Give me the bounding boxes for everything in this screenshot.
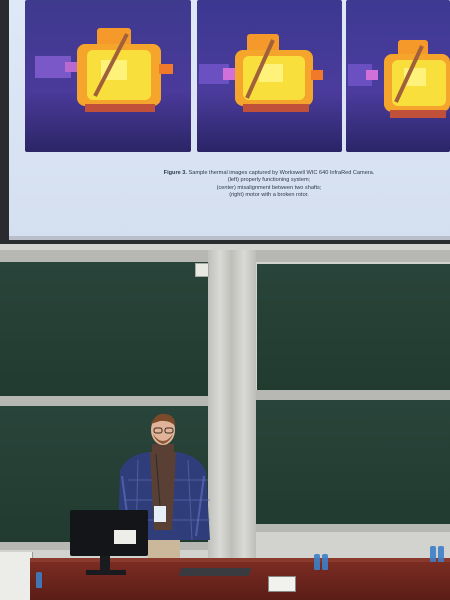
chalkboard-bottom-right [256, 400, 450, 524]
monitor-sticker [114, 530, 136, 544]
projection-screen [9, 0, 450, 238]
board-divider-right [232, 250, 256, 570]
wall-socket [195, 263, 209, 277]
chalk-rail-right-bottom [252, 524, 450, 532]
caption-title-line [99, 170, 439, 177]
chalkboard-top-left [0, 262, 208, 396]
chalkboard-top-right [257, 264, 450, 390]
laptop [179, 568, 252, 576]
nameplate [268, 576, 296, 592]
water-bottle [36, 572, 42, 588]
chalk-rail-right [252, 390, 450, 400]
caption-line-right: (right) motor with a broken rotor. [229, 192, 309, 199]
caption-line-center: (center) misalignment between two shafts; [216, 184, 322, 191]
water-bottle [314, 554, 320, 570]
monitor-base [86, 570, 126, 575]
thermal-image-left [25, 0, 191, 152]
chalk-rail-left [0, 396, 210, 406]
thermal-image-center [197, 0, 342, 152]
monitor [70, 510, 148, 556]
water-bottle [438, 546, 444, 562]
caption-line-left: (left) properly functioning system; [227, 177, 311, 184]
screen-bottom-edge [9, 236, 450, 240]
water-bottle [322, 554, 328, 570]
caption-title: Sample thermal images captured by Workswell WIC 640 InfraRed Camera. [186, 170, 375, 176]
thermal-image-right [346, 0, 450, 152]
caption-label: Figure 3. [163, 170, 187, 176]
water-bottle [430, 546, 436, 562]
figure-caption [99, 170, 439, 200]
side-panel [0, 552, 33, 600]
